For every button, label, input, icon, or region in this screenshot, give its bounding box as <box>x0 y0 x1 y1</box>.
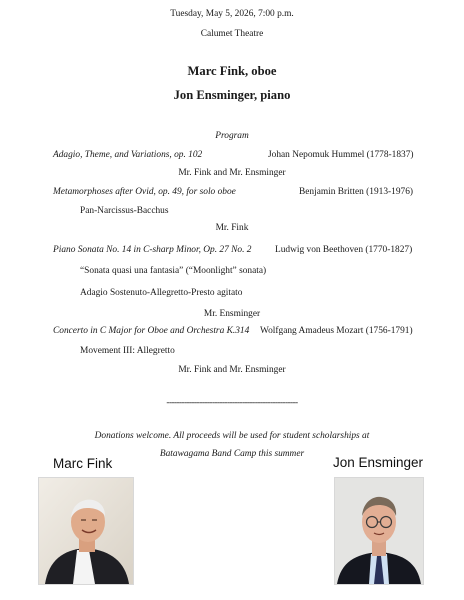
piece-performers: Mr. Fink and Mr. Ensminger <box>178 365 286 375</box>
piece-performers: Mr. Fink and Mr. Ensminger <box>178 168 286 178</box>
performer-piano: Jon Ensminger, piano <box>173 88 291 102</box>
venue: Calumet Theatre <box>200 29 264 39</box>
piece-title: Concerto in C Major for Oboe and Orchestra K.314 <box>53 326 250 336</box>
piece-performers: Mr. Ensminger <box>203 309 261 319</box>
photo-caption-right: Jon Ensminger <box>333 455 424 470</box>
piece-movements: Movement III: Allegretto <box>80 346 175 356</box>
piece-performers: Mr. Fink <box>215 223 249 233</box>
performer-oboe: Marc Fink, oboe <box>187 64 277 78</box>
piece-movements: Adagio Sostenuto-Allegretto-Presto agitato <box>80 288 243 298</box>
donation-note-line1: Donations welcome. All proceeds will be used for student scholarships at <box>94 431 370 441</box>
portrait-photo-right <box>334 477 424 585</box>
photo-caption-left: Marc Fink <box>53 456 113 471</box>
divider-line: ---------------------------------------------------- <box>166 398 298 408</box>
piece-subtitle: “Sonata quasi una fantasia” (“Moonlight” sonata) <box>80 266 267 276</box>
portrait-illustration-left <box>39 478 133 584</box>
piece-movements: Pan-Narcissus-Bacchus <box>80 206 169 216</box>
portrait-photo-left <box>38 477 134 585</box>
piece-composer: Johan Nepomuk Hummel (1778-1837) <box>268 150 414 160</box>
concert-date-time: Tuesday, May 5, 2026, 7:00 p.m. <box>170 9 294 19</box>
donation-note-line2: Batawagama Band Camp this summer <box>159 449 305 459</box>
piece-title: Metamorphoses after Ovid, op. 49, for solo oboe <box>53 187 236 197</box>
portrait-illustration-right <box>335 478 423 584</box>
piece-title: Piano Sonata No. 14 in C-sharp Minor, Op. 27 No. 2 <box>53 245 252 255</box>
piece-composer: Wolfgang Amadeus Mozart (1756-1791) <box>260 326 413 336</box>
piece-composer: Benjamin Britten (1913-1976) <box>299 187 414 197</box>
piece-composer: Ludwig von Beethoven (1770-1827) <box>275 245 413 255</box>
program-heading: Program <box>215 131 249 141</box>
piece-title: Adagio, Theme, and Variations, op. 102 <box>53 150 203 160</box>
